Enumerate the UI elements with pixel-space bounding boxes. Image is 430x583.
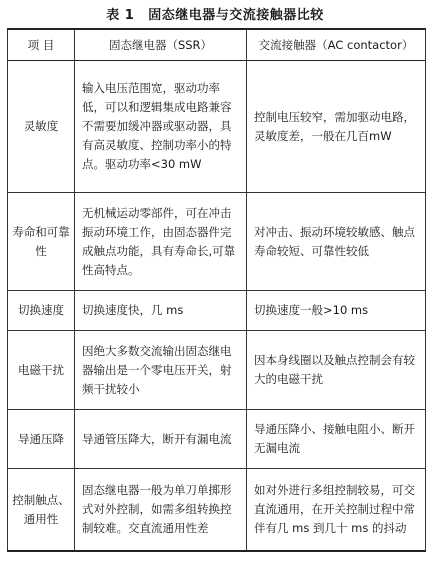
- table-number: 表 1: [106, 8, 135, 23]
- table-row: [8, 193, 426, 291]
- row-label: 切换速度: [8, 291, 75, 331]
- ssr-cell: 固态继电器一般为单刀单掷形式对外控制，如需多组转换控制较难。交直流通用性差: [75, 469, 247, 552]
- table-title: 固态继电器与交流接触器比较: [148, 8, 324, 23]
- comparison-table: [7, 28, 426, 552]
- header-item: 项 目: [8, 29, 75, 61]
- ac-cell: 切换速度一般>10 ms: [247, 291, 426, 331]
- header-ac-contactor: 交流接触器（AC contactor）: [247, 29, 426, 61]
- row-label: 导通压降: [8, 410, 75, 469]
- table-row: [8, 291, 426, 331]
- table-row: [8, 410, 426, 469]
- table-header-row: [8, 29, 426, 61]
- ssr-cell: 因绝大多数交流输出固态继电器输出是一个零电压开关，射频干扰较小: [75, 331, 247, 410]
- row-label: 寿命和可靠性: [8, 193, 75, 291]
- ssr-cell: 无机械运动零部件，可在冲击振动环境工作，由固态器件完成触点功能，具有寿命长,可靠性高特点。: [75, 193, 247, 291]
- ssr-cell: 输入电压范围宽，驱动功率低，可以和逻辑集成电路兼容不需要加缓冲器或驱动器，具有高灵敏度、控制功率小的特点。驱动功率<30 mW: [75, 61, 247, 193]
- table-caption: [0, 4, 430, 23]
- ac-cell: 对冲击、振动环境较敏感、触点寿命较短、可靠性较低: [247, 193, 426, 291]
- ssr-cell: 导通管压降大，断开有漏电流: [75, 410, 247, 469]
- comparison-table-wrapper: [7, 28, 425, 552]
- ac-cell: 导通压降小、接触电阻小、断开无漏电流: [247, 410, 426, 469]
- row-label: 电磁干扰: [8, 331, 75, 410]
- ssr-cell: 切换速度快，几 ms: [75, 291, 247, 331]
- ac-cell: 如对外进行多组控制较易，可交直流通用，在开关控制过程中常伴有几 ms 到几十 ms 的抖动: [247, 469, 426, 552]
- header-ssr: 固态继电器（SSR）: [75, 29, 247, 61]
- row-label: 控制触点、通用性: [8, 469, 75, 552]
- table-row: [8, 469, 426, 552]
- table-row: [8, 61, 426, 193]
- table-row: [8, 331, 426, 410]
- row-label: 灵敏度: [8, 61, 75, 193]
- ac-cell: 因本身线圈以及触点控制会有较大的电磁干扰: [247, 331, 426, 410]
- ac-cell: 控制电压较窄，需加驱动电路，灵敏度差，一般在几百mW: [247, 61, 426, 193]
